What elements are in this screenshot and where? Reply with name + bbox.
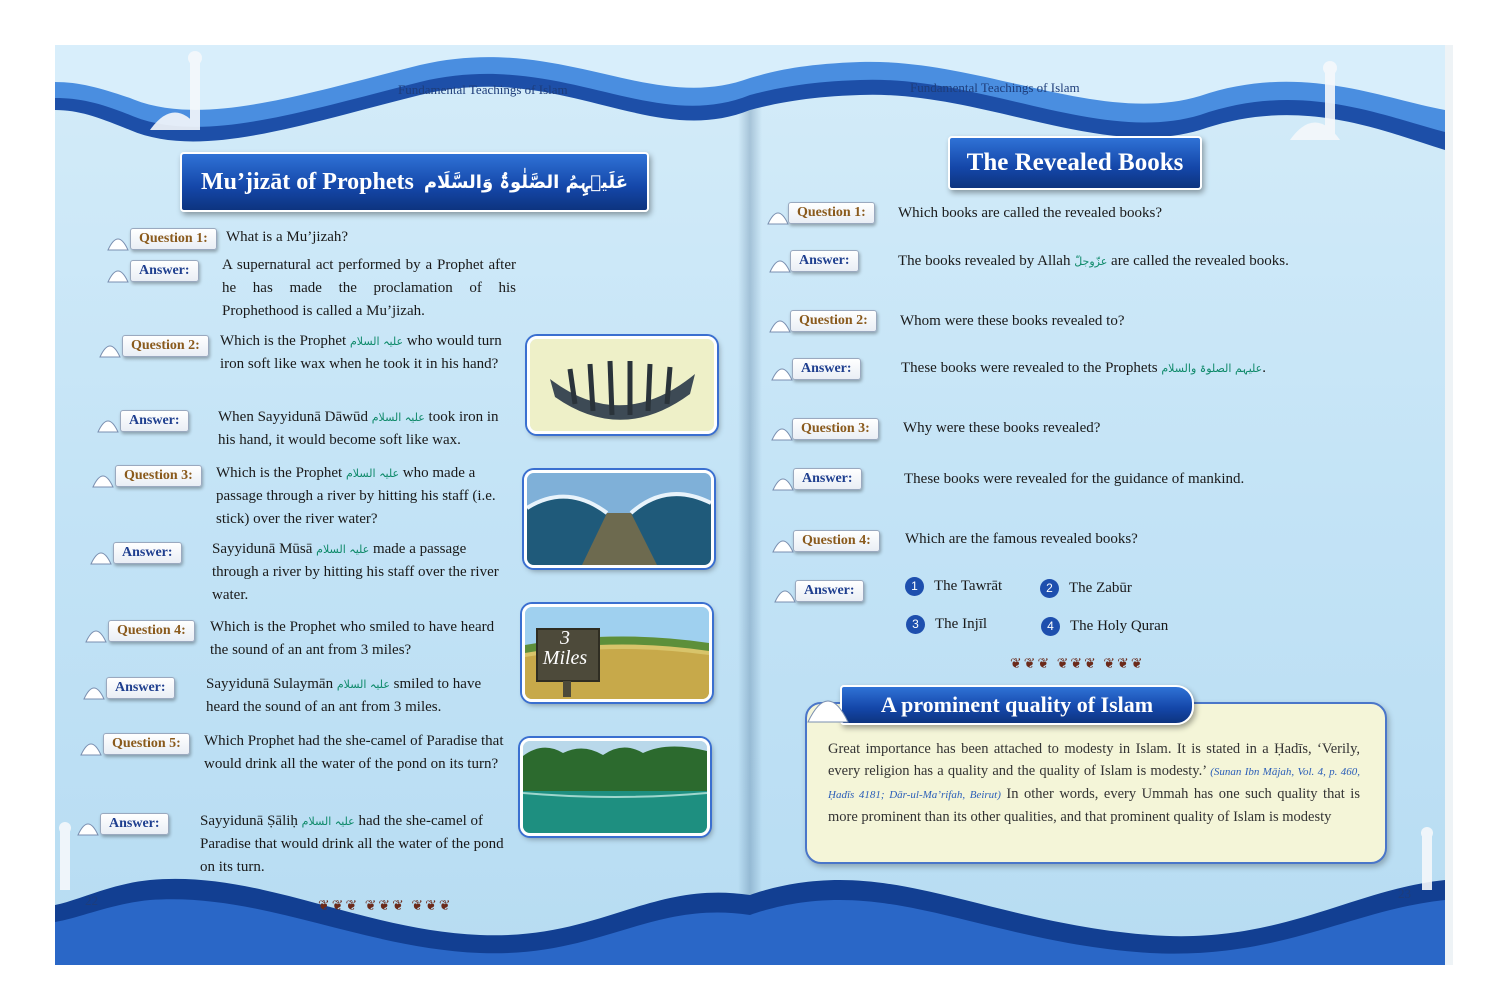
question-text: Which is the Prophet who smiled to have heard the sound of an ant from 3 miles? bbox=[210, 619, 495, 658]
question-text: Which Prophet had the she-camel of Paradise that would drink all the water of the pond on its turn? bbox=[204, 733, 504, 772]
answer-label: Answer: bbox=[130, 260, 199, 282]
answer-text: Sayyidunā Ṣāliḥ علیہ السلام had the she-camel of Paradise that would drink all the water of the pond on its turn. bbox=[200, 813, 504, 875]
answer-label: Answer: bbox=[793, 468, 862, 490]
answer-text: A supernatural act performed by a Prophet after he has made the proclamation of his Prophethood is called a Mu’jizah. bbox=[222, 257, 516, 319]
question-label: Question 5: bbox=[103, 733, 190, 755]
answer-label: Answer: bbox=[100, 813, 169, 835]
list-item: 2 The Zabūr bbox=[1040, 579, 1132, 598]
question-label: Question 4: bbox=[108, 620, 195, 642]
quality-text: Great importance has been attached to modesty in Islam. It is stated in a Ḥadīs, ‘Verily, every religion has a quality and the quality of Islam is modesty.’ (Sunan Ibn Mājah, Vol. 4, p. 460, Ḥadīs 4181; Dār-ul-Ma’rifah, Beirut) In other words, every Ummah has one such quality that is more prominent than its other qualities, and that prominent quality of Islam is modesty bbox=[828, 741, 1361, 825]
answer-label: Answer: bbox=[106, 677, 175, 699]
page-title-right: The Revealed Books bbox=[948, 136, 1202, 190]
question-text: Which are the famous revealed books? bbox=[905, 531, 1138, 547]
answer-text: When Sayyidunā Dāwūd علیہ السلام took iron in his hand, it would become soft like wax. bbox=[218, 409, 499, 448]
question-text: Which books are called the revealed books? bbox=[898, 205, 1163, 221]
divider-ornament: ❦❦❦ ❦❦❦ ❦❦❦ bbox=[1010, 657, 1145, 672]
answer-label: Answer: bbox=[792, 358, 861, 380]
question-label: Question 2: bbox=[122, 335, 209, 357]
question-label: Question 1: bbox=[130, 228, 217, 250]
running-header-right: Fundamental Teachings of Islam bbox=[910, 80, 1080, 95]
question-text: Whom were these books revealed to? bbox=[900, 313, 1125, 329]
answer-text: Sayyidunā Mūsā علیہ السلام made a passage through a river by hitting his staff over the river water. bbox=[212, 541, 499, 603]
question-label: Question 3: bbox=[792, 418, 879, 440]
sign-text: 3 Miles bbox=[542, 627, 588, 669]
answer-text: These books were revealed for the guidance of mankind. bbox=[904, 471, 1245, 487]
answer-label: Answer: bbox=[795, 580, 864, 602]
title-arabic: عَلَيۡہِمُ الصَّلٰوۃُ وَالسَّلَام bbox=[423, 171, 628, 193]
list-item: 3 The Injīl bbox=[906, 615, 987, 634]
list-item: 4 The Holy Quran bbox=[1041, 617, 1168, 636]
answer-label: Answer: bbox=[113, 542, 182, 564]
question-label: Question 3: bbox=[115, 465, 202, 487]
question-text: Which is the Prophet علیہ السلام who would turn iron soft like wax when he took it in his hand? bbox=[220, 333, 502, 372]
answer-text: The books revealed by Allah عزّوجلّ are called the revealed books. bbox=[898, 253, 1289, 269]
running-header-left: Fundamental Teachings of Islam bbox=[398, 82, 568, 97]
list-item: 1 The Tawrāt bbox=[905, 577, 1002, 596]
page-number-left: 22 bbox=[85, 893, 98, 908]
answer-label: Answer: bbox=[790, 250, 859, 272]
divider-ornament: ❦❦❦ ❦❦❦ ❦❦❦ bbox=[318, 899, 453, 914]
question-text: What is a Mu’jizah? bbox=[226, 229, 349, 245]
answer-text: These books were revealed to the Prophets علیہم الصلوۃ والسلام. bbox=[901, 360, 1267, 376]
answer-label: Answer: bbox=[120, 410, 189, 432]
page-number-right: 23 bbox=[1398, 886, 1411, 901]
question-text: Why were these books revealed? bbox=[903, 420, 1101, 436]
question-label: Question 2: bbox=[790, 310, 877, 332]
title-text: Mu’jizāt of Prophets bbox=[201, 168, 414, 195]
question-label: Question 1: bbox=[788, 202, 875, 224]
question-text: Which is the Prophet علیہ السلام who made a passage through a river by hitting his staff (i.e. stick) over the river water? bbox=[216, 465, 496, 527]
question-label: Question 4: bbox=[793, 530, 880, 552]
answer-text: Sayyidunā Sulaymān علیہ السلام smiled to have heard the sound of an ant from 3 miles. bbox=[206, 676, 482, 715]
quality-title: A prominent quality of Islam bbox=[840, 685, 1194, 725]
